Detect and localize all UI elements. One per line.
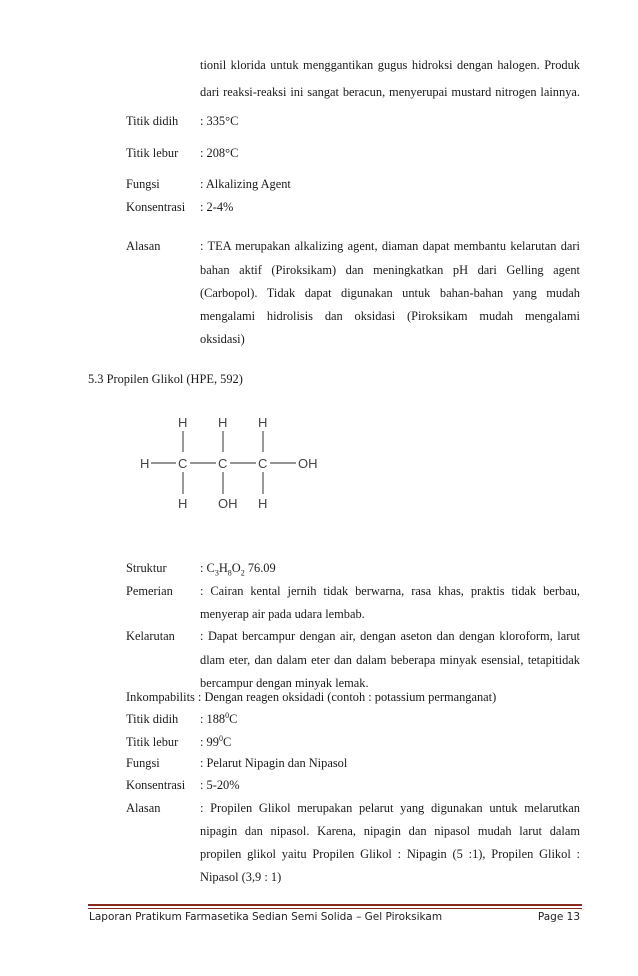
intro-line-1: tionil klorida untuk menggantikan gugus hidroksi dengan halogen. Produk — [200, 58, 580, 72]
pg-alasan-line-4: Nipasol (3,9 : 1) — [200, 870, 282, 884]
pg-titik-didih-label: Titik didih — [126, 712, 179, 726]
footer-title: Laporan Pratikum Farmasetika Sedian Semi Solida – Gel Piroksikam — [89, 911, 443, 923]
atom-oh-bottom: OH — [218, 496, 238, 511]
pg-kelarutan-line-2: dlam eter, dan dalam eter dan dalam beberapa minyak esensial, tetapitidak — [200, 653, 580, 667]
tea-titik-didih-value: : 335°C — [200, 114, 239, 128]
footer-rule — [88, 904, 582, 906]
atom-h-left: H — [140, 456, 150, 471]
intro-line-2: dari reaksi-reaksi ini sangat beracun, menyerupai mustard nitrogen lainnya. — [200, 85, 580, 99]
pg-alasan-line-3: propilen glikol yaitu Propilen Glikol : Nipagin (5 :1), Propilen Glikol : — [200, 847, 580, 861]
pg-struktur-value: : $C_3H_8O_2$ 76.09 — [200, 561, 276, 578]
pg-kelarutan-label: Kelarutan — [126, 629, 175, 643]
pg-fungsi-value: : Pelarut Nipagin dan Nipasol — [200, 756, 348, 770]
pg-pemerian-line-1: : Cairan kental jernih tidak berwarna, rasa khas, praktis tidak berbau, — [200, 584, 580, 598]
pg-struktur-label: Struktur — [126, 561, 167, 575]
tea-alasan-line-2: bahan aktif (Piroksikam) dan meningkatkan pH dari Gelling agent — [200, 263, 580, 277]
atom-c-1: C — [178, 456, 188, 471]
tea-alasan-label: Alasan — [126, 239, 161, 253]
pg-pemerian-label: Pemerian — [126, 584, 173, 598]
pg-titik-lebur-label: Titik lebur — [126, 735, 179, 749]
atom-h-top-1: H — [178, 415, 188, 430]
atom-h-top-3: H — [258, 415, 268, 430]
footer-page-number: Page 13 — [537, 911, 580, 923]
pg-titik-lebur-value: : $99^0C$ — [200, 733, 232, 749]
atom-h-bottom-3: H — [258, 496, 268, 511]
propylene-glycol-structure — [132, 410, 332, 515]
atom-c-2: C — [218, 456, 228, 471]
pg-kelarutan-line-1: : Dapat bercampur dengan air, dengan aseton dan dengan kloroform, larut — [200, 629, 580, 643]
tea-konsentrasi-label: Konsentrasi — [126, 200, 186, 214]
pg-konsentrasi-value: : 5-20% — [200, 778, 240, 792]
tea-titik-lebur-value: : 208°C — [200, 146, 239, 160]
tea-titik-lebur-label: Titik lebur — [126, 146, 179, 160]
tea-alasan-line-4: mengalami hidrolisis dan oksidasi (Piroksikam mudah mengalami — [200, 309, 580, 323]
pg-konsentrasi-label: Konsentrasi — [126, 778, 186, 792]
atom-h-top-2: H — [218, 415, 228, 430]
tea-fungsi-value: : Alkalizing Agent — [200, 177, 291, 191]
pg-fungsi-label: Fungsi — [126, 756, 160, 770]
tea-konsentrasi-value: : 2-4% — [200, 200, 234, 214]
pg-alasan-line-1: : Propilen Glikol merupakan pelarut yang digunakan untuk melarutkan — [200, 801, 580, 815]
atom-h-bottom-1: H — [178, 496, 188, 511]
atom-c-3: C — [258, 456, 268, 471]
tea-alasan-line-1: : TEA merupakan alkalizing agent, diaman dapat membantu kelarutan dari — [200, 239, 580, 253]
pg-inkompatibilitas: Inkompabilits : Dengan reagen oksidadi (contoh : potassium permanganat) — [126, 690, 497, 704]
tea-fungsi-label: Fungsi — [126, 177, 160, 191]
section-heading: 5.3 Propilen Glikol (HPE, 592) — [88, 372, 243, 386]
pg-titik-didih-value: : $188^0C$ — [200, 710, 238, 726]
pg-kelarutan-line-3: bercampur dengan minyak lemak. — [200, 676, 369, 690]
pg-alasan-line-2: nipagin dan nipasol. Karena, nipagin dan nipasol mudah larut dalam — [200, 824, 580, 838]
footer-rule-thin — [88, 908, 582, 909]
tea-titik-didih-label: Titik didih — [126, 114, 179, 128]
tea-alasan-line-5: oksidasi) — [200, 332, 245, 346]
pg-pemerian-line-2: menyerap air pada udara lembab. — [200, 607, 365, 621]
tea-alasan-line-3: (Carbopol). Tidak dapat digunakan untuk bahan-bahan yang mudah — [200, 286, 580, 300]
pg-alasan-label: Alasan — [126, 801, 161, 815]
atom-oh-right: OH — [298, 456, 318, 471]
